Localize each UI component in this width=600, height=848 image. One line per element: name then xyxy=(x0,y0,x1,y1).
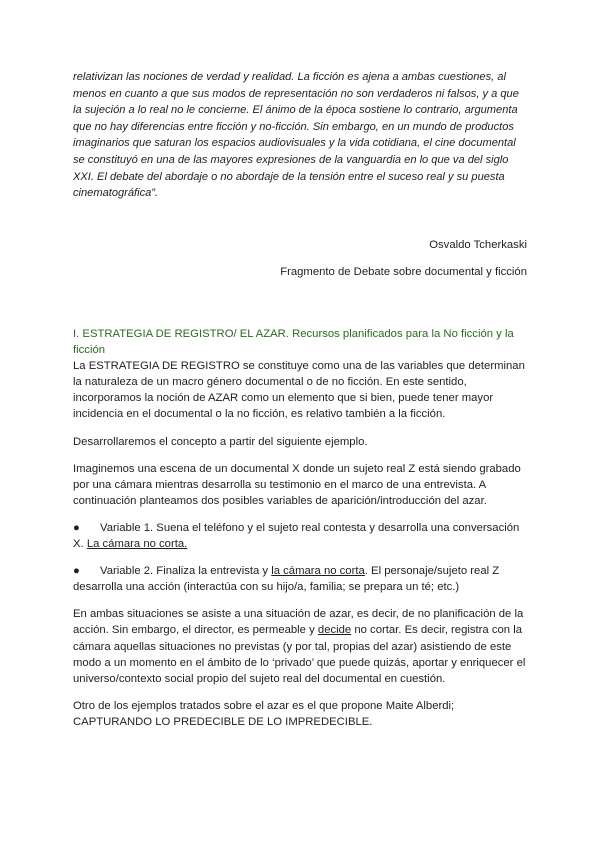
paragraph-example-intro: Desarrollaremos el concepto a partir del siguiente ejemplo. xyxy=(73,435,368,448)
paragraph-alberdi: Otro de los ejemplos tratados sobre el azar es el que propone Maite Alberdi; CAPTURANDO LO PREDECIBLE DE LO IMPREDECIBLE. xyxy=(73,699,455,728)
variable-1-text: Variable 1. Suena el teléfono y el sujeto real contesta y desarrolla una conversación X. xyxy=(73,521,520,551)
variable-2-text-before: Variable 2. Finaliza la entrevista y xyxy=(100,565,272,578)
analysis-underlined: decide xyxy=(317,624,352,637)
analysis-text-before: En ambas situaciones se asiste a una situación de azar, es decir, de no planificación de la acción. Sin embargo, el director, es permeable y xyxy=(73,608,524,637)
section-heading: I. ESTRATEGIA DE REGISTRO/ EL AZAR. Recursos planificados para la No ficción y la ficción xyxy=(73,328,514,357)
list-item-variable-1 xyxy=(73,520,528,552)
variable-2-underlined: la cámara no corta xyxy=(271,565,365,578)
quote-paragraph: relativizan las nociones de verdad y realidad. La ficción es ajena a ambas cuestiones, al menos en cuanto a que sus modos de representación no son verdaderos ni falsos, y a que la sujeción a lo real no le concierne. El ánimo de la época sostiene lo contrario, argumenta que no hay diferencias entre ficción y no-ficción. Sin embargo, en un mundo de productos imaginarios que saturan los espacios audiovisuales y la vida cotidiana, el cine documental se constituyó en una de las mayores expresiones de la vanguardia en lo que va del siglo XXI. El debate del abordaje o no abordaje de la tensión entre el suceso real y su puesta cinematográfica”. xyxy=(73,71,519,200)
bullet-icon: ● xyxy=(73,565,80,578)
paragraph-analysis xyxy=(73,606,528,686)
section-body xyxy=(73,326,528,741)
section-intro: La ESTRATEGIA DE REGISTRO se constituye como una de las variables que determinan la naturaleza de un macro género documental o de no ficción. En este sentido, incorporamos la noción de AZAR como un elemento que si bien, puede tener mayor incidencia en el documental o la no ficción, es relativo también a la ficción. xyxy=(73,360,525,421)
quote-source: Fragmento de Debate sobre documental y ficción xyxy=(280,266,527,278)
paragraph-scene: Imaginemos una escena de un documental X donde un sujeto real Z está siendo grabado por una cámara mientras desarrolla su testimonio en el marco de una entrevista. A continuación planteamos dos posibles variables de aparición/introducción del azar. xyxy=(73,462,521,507)
list-item-variable-2 xyxy=(73,563,528,595)
analysis-text-after: no cortar. Es decir, registra con la cámara aquellas situaciones no previstas (y por tal, propias del azar) asistiendo de este modo a un momento en el ámbito de lo ‘privado’ que puede quizás, aportar y enriquecer el universo/contexto social propio del sujeto real del documental en cuestión. xyxy=(73,624,526,685)
quote-author: Osvaldo Tcherkaski xyxy=(429,239,527,251)
bullet-icon: ● xyxy=(73,521,80,534)
variable-1-underlined: La cámara no corta. xyxy=(86,538,188,551)
variable-2-text-after: . El personaje/sujeto real Z desarrolla una acción (interactúa con su hijo/a, familia; se prepara un té; etc.) xyxy=(73,565,500,594)
